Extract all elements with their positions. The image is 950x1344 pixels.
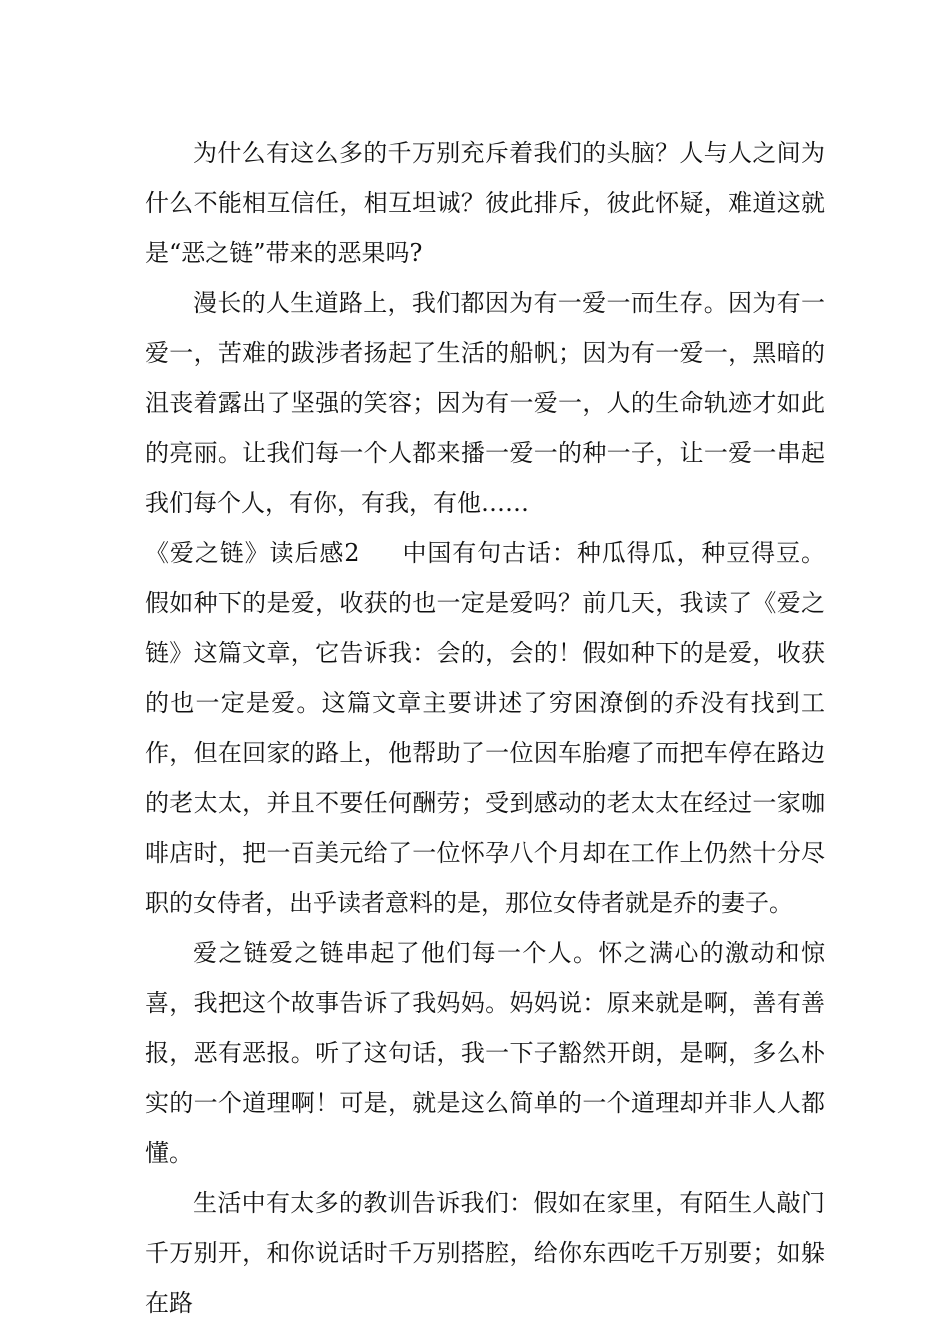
section-paragraph [145,528,825,928]
paragraph-3: 爱之链爱之链串起了他们每一个人。怀之满心的激动和惊喜，我把这个故事告诉了我妈妈。妈妈说：原来就是啊，善有善报，恶有恶报。听了这句话，我一下子豁然开朗，是啊，多么朴实的一个道理啊！可是，就是这么简单的一个道理却并非人人都懂。 [145,939,825,1167]
paragraph-2: 漫长的人生道路上，我们都因为有一爱一而生存。因为有一爱一，苦难的跋涉者扬起了生活的船帆；因为有一爱一，黑暗的沮丧着露出了坚强的笑容；因为有一爱一，人的生命轨迹才如此的亮丽。让我们每一个人都来播一爱一的种一子，让一爱一串起我们每个人，有你，有我，有他…… [145,289,825,517]
paragraph-4: 生活中有太多的教训告诉我们：假如在家里，有陌生人敲门千万别开，和你说话时千万别搭腔，给你东西吃千万别要；如躲在路 [145,1189,825,1317]
section-text: 中国有句古话：种瓜得瓜，种豆得豆。假如种下的是爱，收获的也一定是爱吗？前几天，我读了《爱之链》这篇文章，它告诉我：会的，会的！假如种下的是爱，收获的也一定是爱。这篇文章主要讲述了穷困潦倒的乔没有找到工作，但在回家的路上，他帮助了一位因车胎瘪了而把车停在路边的老太太，并且不要任何酬劳；受到感动的老太太在经过一家咖啡店时，把一百美元给了一位怀孕八个月却在工作上仍然十分尽职的女侍者，出乎读者意料的是，那位女侍者就是乔的妻子。 [145,539,825,917]
document-page [145,128,825,1328]
section-title: 《爱之链》读后感2 [145,539,360,567]
paragraph-1: 为什么有这么多的千万别充斥着我们的头脑？人与人之间为什么不能相互信任，相互坦诚？彼此排斥，彼此怀疑，难道这就是“恶之链”带来的恶果吗? [145,139,825,267]
